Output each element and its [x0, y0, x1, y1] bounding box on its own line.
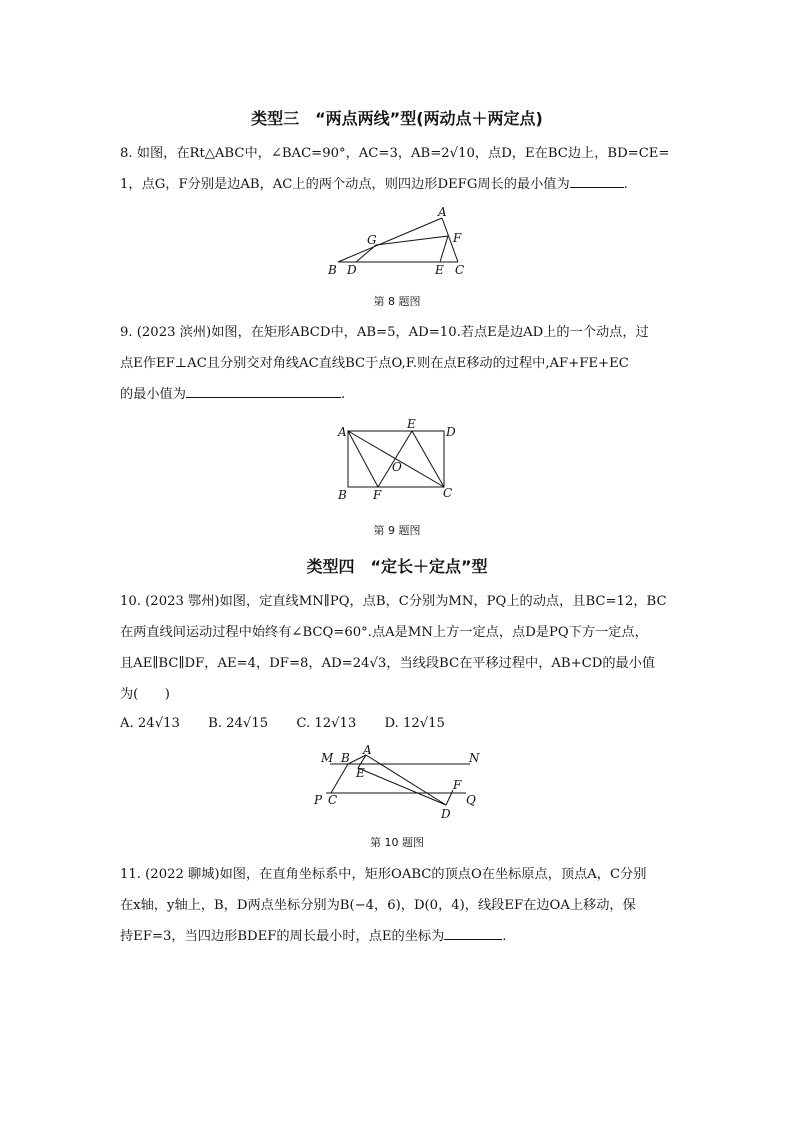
segment-gf	[376, 236, 448, 245]
answer-blank-9[interactable]	[186, 383, 341, 398]
label-a: A	[338, 425, 347, 439]
label-b: B	[338, 488, 347, 502]
question-10-line-4: 为( )	[120, 687, 170, 702]
label-d: D	[347, 263, 357, 277]
question-11-line-2: 在x轴，y轴上，B，D两点坐标分别为B(−4，6)，D(0，4)，线段EF在边OA上移动，保	[120, 898, 636, 913]
question-11-period: .	[502, 929, 507, 944]
segment-ef	[378, 431, 412, 487]
question-9-period: .	[340, 387, 346, 402]
label-g: G	[367, 233, 377, 247]
question-11	[120, 859, 680, 952]
question-10-line-3: 且AE∥BC∥DF，AE=4，DF=8，AD=24√3，当线段BC在平移过程中，AB+CD的最小值	[120, 656, 656, 671]
label-n: N	[469, 751, 480, 765]
figure-10	[308, 742, 488, 822]
question-9-line-1: 9. (2023 滨州)如图，在矩形ABCD中，AB=5，AD=10.若点E是边AD上的一个动点，过	[120, 325, 649, 340]
label-d: D	[441, 807, 451, 821]
label-f: F	[373, 488, 382, 502]
segment-df	[446, 790, 453, 805]
question-9	[120, 317, 680, 410]
label-c: C	[443, 486, 453, 500]
segment-ba	[338, 218, 442, 262]
segment-ec	[412, 431, 444, 487]
label-p: P	[314, 793, 323, 807]
choice-a[interactable]: A. 24√13	[120, 716, 180, 731]
question-10-line-1: 10. (2023 鄂州)如图，定直线MN∥PQ，点B，C分别为MN，PQ上的动点，且BC=12，BC	[120, 594, 667, 609]
question-9-line-2: 点E作EF⊥AC且分别交对角线AC直线BC于点O,F.则在点E移动的过程中,AF+FE+EC	[120, 356, 629, 371]
question-11-line-3	[120, 921, 680, 952]
segment-bc	[331, 764, 348, 793]
figure-8-caption: 第 8 题图	[373, 295, 421, 308]
question-10-line-2: 在两直线间运动过程中始终有∠BCQ=60°.点A是MN上方一定点，点D是PQ下方一定点，	[120, 625, 648, 640]
section-heading-type-3: 类型三 “两点两线”型(两动点＋两定点)	[251, 109, 543, 128]
segment-ed	[358, 768, 446, 805]
label-e: E	[356, 766, 365, 780]
question-8-line-1: 8. 如图，在Rt△ABC中，∠BAC=90°，AC=3，AB=2√10，点D，E在BC边上，BD=CE=	[120, 146, 670, 161]
figure-10-caption: 第 10 题图	[370, 836, 424, 849]
figure-9-caption: 第 9 题图	[373, 524, 421, 537]
label-o: O	[392, 460, 402, 474]
choice-c[interactable]: C. 12√13	[296, 716, 357, 731]
section-heading-type-4: 类型四 “定长＋定点”型	[306, 557, 488, 576]
question-9-line-3-text: 的最小值为	[120, 387, 186, 402]
question-8-line-2	[120, 169, 680, 200]
segment-fe	[440, 236, 448, 262]
label-c: C	[455, 263, 465, 277]
label-a: A	[363, 743, 372, 757]
answer-blank-11[interactable]	[444, 925, 502, 940]
choice-d[interactable]: D. 12√15	[384, 716, 445, 731]
segment-ad	[366, 755, 446, 805]
diagonal-ac	[348, 431, 444, 487]
label-b: B	[328, 263, 337, 277]
label-f: F	[453, 231, 462, 245]
label-f: F	[453, 778, 462, 792]
question-11-line-1: 11. (2022 聊城)如图，在直角坐标系中，矩形OABC的顶点O在坐标原点，顶点A，C分别	[120, 867, 647, 882]
label-b: B	[341, 751, 350, 765]
label-c: C	[328, 793, 338, 807]
label-q: Q	[466, 793, 476, 807]
label-e: E	[435, 263, 444, 277]
answer-blank-8[interactable]	[570, 173, 624, 188]
question-11-line-3-text: 持EF=3，当四边形BDEF的周长最小时，点E的坐标为	[120, 929, 445, 944]
label-e: E	[407, 417, 416, 431]
question-10-choices	[120, 716, 469, 731]
figure-8	[320, 200, 480, 280]
question-8	[120, 138, 680, 200]
label-d: D	[446, 425, 456, 439]
question-9-line-3	[120, 379, 680, 410]
question-8-line-2-text: 1，点G，F分别是边AB，AC上的两个动点，则四边形DEFG周长的最小值为	[120, 177, 570, 192]
choice-b[interactable]: B. 24√15	[208, 716, 269, 731]
label-a: A	[438, 205, 447, 219]
question-10	[120, 586, 680, 710]
label-m: M	[321, 751, 334, 765]
figure-9	[330, 415, 470, 510]
question-8-period: .	[623, 177, 628, 192]
